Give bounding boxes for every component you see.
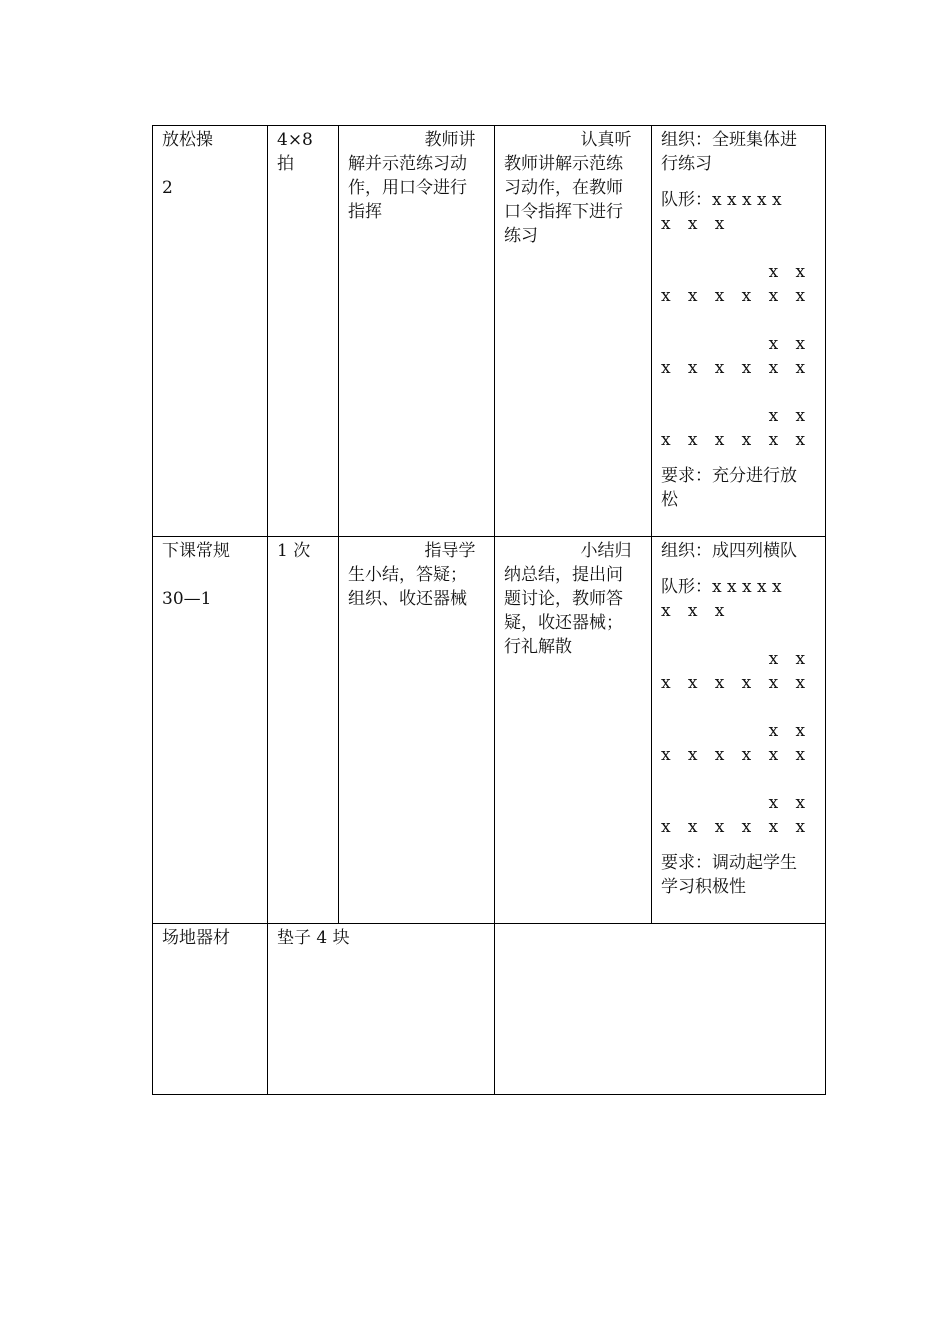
formation-label: 队形：x x x x x [661, 577, 782, 597]
formation-row: x x x x x x [661, 673, 811, 693]
venue-notes-cell [495, 924, 826, 1095]
amount-line: 拍 [277, 154, 294, 174]
organization-cell [652, 537, 826, 924]
formation-row: x x x [661, 601, 731, 621]
formation-label: 队形：x x x x x [661, 190, 782, 210]
student-activity-line: 疑，收还器械； [504, 613, 623, 633]
table-row [153, 537, 826, 924]
student-activity-line: 题讨论，教师答 [504, 589, 623, 609]
formation-row: x x x x x x [661, 430, 811, 450]
activity-time: 2 [162, 178, 173, 198]
activity-name-cell [153, 126, 268, 537]
organization-line: 行练习 [661, 154, 712, 174]
lesson-plan-table [152, 125, 826, 1095]
formation-spacer [661, 623, 817, 647]
formation-row: x x x x x x [661, 286, 811, 306]
amount-cell [268, 126, 339, 537]
formation-row: x x [768, 262, 811, 282]
table-row [153, 126, 826, 537]
venue-label: 场地器材 [162, 928, 230, 948]
table-row [153, 924, 826, 1095]
formation-row: x x x x x x [661, 358, 811, 378]
activity-name: 下课常规 [162, 541, 230, 561]
teacher-activity-line: 组织、收还器械 [348, 589, 467, 609]
formation-spacer [661, 695, 817, 719]
student-activity-line: 习动作，在教师 [504, 178, 623, 198]
teacher-activity-line: 作，用口令进行 [348, 178, 467, 198]
requirement-line: 要求：充分进行放 [661, 466, 797, 486]
activity-name: 放松操 [162, 130, 213, 150]
student-activity-line: 口令指挥下进行 [504, 202, 623, 222]
formation-row: x x [768, 649, 811, 669]
venue-label-cell [153, 924, 268, 1095]
teacher-activity-line: 教师讲 [424, 130, 476, 150]
student-activity-cell [495, 126, 652, 537]
formation-row: x x x [661, 214, 731, 234]
activity-name-cell [153, 537, 268, 924]
organization-cell [652, 126, 826, 537]
requirement-line: 要求：调动起学生 [661, 853, 797, 873]
teacher-activity-line: 指导学 [424, 541, 476, 561]
formation-row: x x [768, 793, 811, 813]
teacher-activity-line: 指挥 [348, 202, 382, 222]
student-activity-line: 小结归 [580, 541, 632, 561]
requirement-line: 学习积极性 [661, 877, 746, 897]
teacher-activity-line: 解并示范练习动 [348, 154, 467, 174]
student-activity-line: 教师讲解示范练 [504, 154, 623, 174]
amount-line: 4×8 [277, 130, 313, 150]
organization-line: 组织：成四列横队 [661, 541, 797, 561]
amount-cell [268, 537, 339, 924]
formation-spacer [661, 767, 817, 791]
formation-row: x x x x x x [661, 745, 811, 765]
teacher-activity-cell [339, 537, 495, 924]
formation-row: x x [768, 721, 811, 741]
student-activity-line: 练习 [504, 226, 538, 246]
student-activity-line: 行礼解散 [504, 637, 572, 657]
formation-spacer [661, 308, 817, 332]
venue-equipment-cell [268, 924, 495, 1095]
requirement-line: 松 [661, 490, 678, 510]
student-activity-line: 认真听 [580, 130, 632, 150]
formation-spacer [661, 380, 817, 404]
formation-row: x x x x x x [661, 817, 811, 837]
venue-equipment: 垫子 4 块 [277, 928, 350, 948]
formation-row: x x [768, 334, 811, 354]
activity-time: 30—1 [162, 589, 212, 609]
formation-spacer [661, 236, 817, 260]
amount-line: 1 次 [277, 541, 311, 561]
organization-line: 组织：全班集体进 [661, 130, 797, 150]
student-activity-cell [495, 537, 652, 924]
formation-row: x x [768, 406, 811, 426]
teacher-activity-line: 生小结，答疑； [348, 565, 467, 585]
teacher-activity-cell [339, 126, 495, 537]
student-activity-line: 纳总结，提出问 [504, 565, 623, 585]
